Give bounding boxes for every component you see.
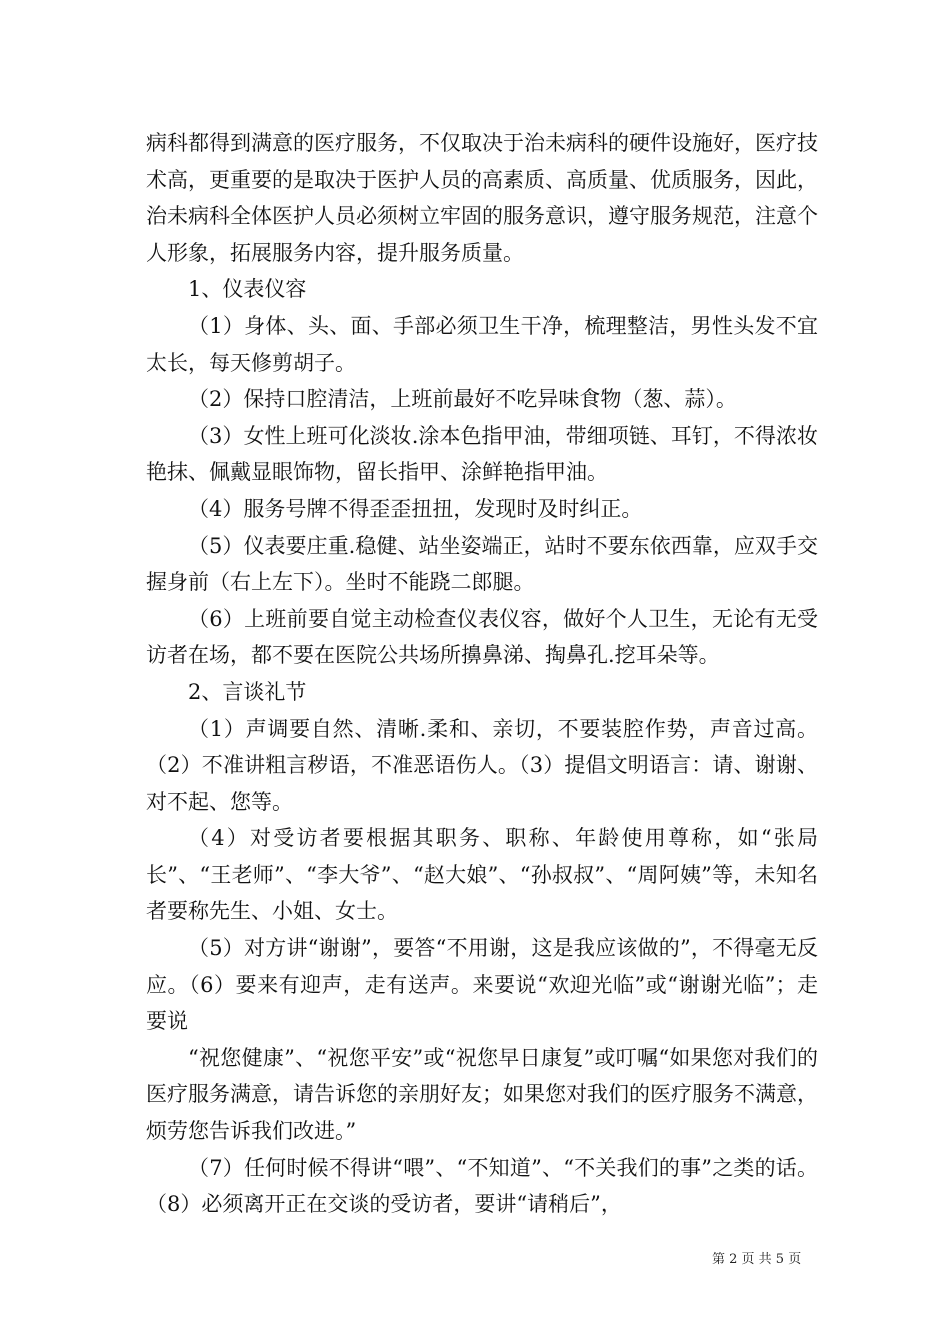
list-item: （1）身体、头、面、手部必须卫生干净，梳理整洁，男性头发不宜太长，每天修剪胡子。 xyxy=(146,313,818,375)
list-item: “祝您健康”、“祝您平安”或“祝您早日康复”或叮嘱“如果您对我们的医疗服务满意，请告诉您的亲朋好友；如果您对我们的医疗服务不满意，烦劳您告诉我们改进。” xyxy=(146,1045,818,1144)
list-item: （3）女性上班可化淡妆.涂本色指甲油，带细项链、耳钉，不得浓妆艳抹、佩戴显眼饰物，留长指甲、涂鲜艳指甲油。 xyxy=(146,423,818,485)
list-item: （4）服务号牌不得歪歪扭扭，发现时及时纠正。 xyxy=(188,496,643,521)
list-item: （5）对方讲“谢谢”，要答“不用谢，这是我应该做的”，不得毫无反应。（6）要来有迎声，走有送声。来要说“欢迎光临”或“谢谢光临”；走要说 xyxy=(146,936,818,1034)
list-item: （7）任何时候不得讲“喂”、“不知道”、“不关我们的事”之类的话。（8）必须离开正在交谈的受访者，要讲“请稍后”， xyxy=(146,1155,818,1217)
list-item: （2）保持口腔清洁，上班前最好不吃异味食物（葱、蒜）。 xyxy=(188,387,737,412)
list-item: （1）声调要自然、清晰.柔和、亲切，不要装腔作势，声音过高。（2）不准讲粗言秽语，不准恶语伤人。（3）提倡文明语言：请、谢谢、对不起、您等。 xyxy=(146,716,818,814)
paragraph-intro: 病科都得到满意的医疗服务，不仅取决于治未病科的硬件设施好，医疗技术高，更重要的是取决于医护人员的高素质、高质量、优质服务，因此，治未病科全体医护人员必须树立牢固的服务意识，遵守服务规范，注意个人形象，拓展服务内容，提升服务质量。 xyxy=(146,131,818,265)
list-item: （5）仪表要庄重.稳健、站坐姿端正，站时不要东依西靠，应双手交握身前（右上左下）。坐时不能跷二郎腿。 xyxy=(146,533,818,595)
list-item: （4）对受访者要根据其职务、职称、年龄使用尊称，如“张局长”、“王老师”、“李大爷”、“赵大娘”、“孙叔叔”、“周阿姨”等，未知名者要称先生、小姐、女士。 xyxy=(146,826,818,924)
page-number: 第 2 页 共 5 页 xyxy=(712,1252,802,1267)
list-item: （6）上班前要自觉主动检查仪表仪容，做好个人卫生，无论有无受访者在场，都不要在医院公共场所擤鼻涕、掏鼻孔.挖耳朵等。 xyxy=(146,606,818,668)
section-heading-appearance: 1、仪表仪容 xyxy=(188,277,307,302)
section-heading-speech: 2、言谈礼节 xyxy=(188,679,307,704)
document-body xyxy=(146,125,818,1223)
